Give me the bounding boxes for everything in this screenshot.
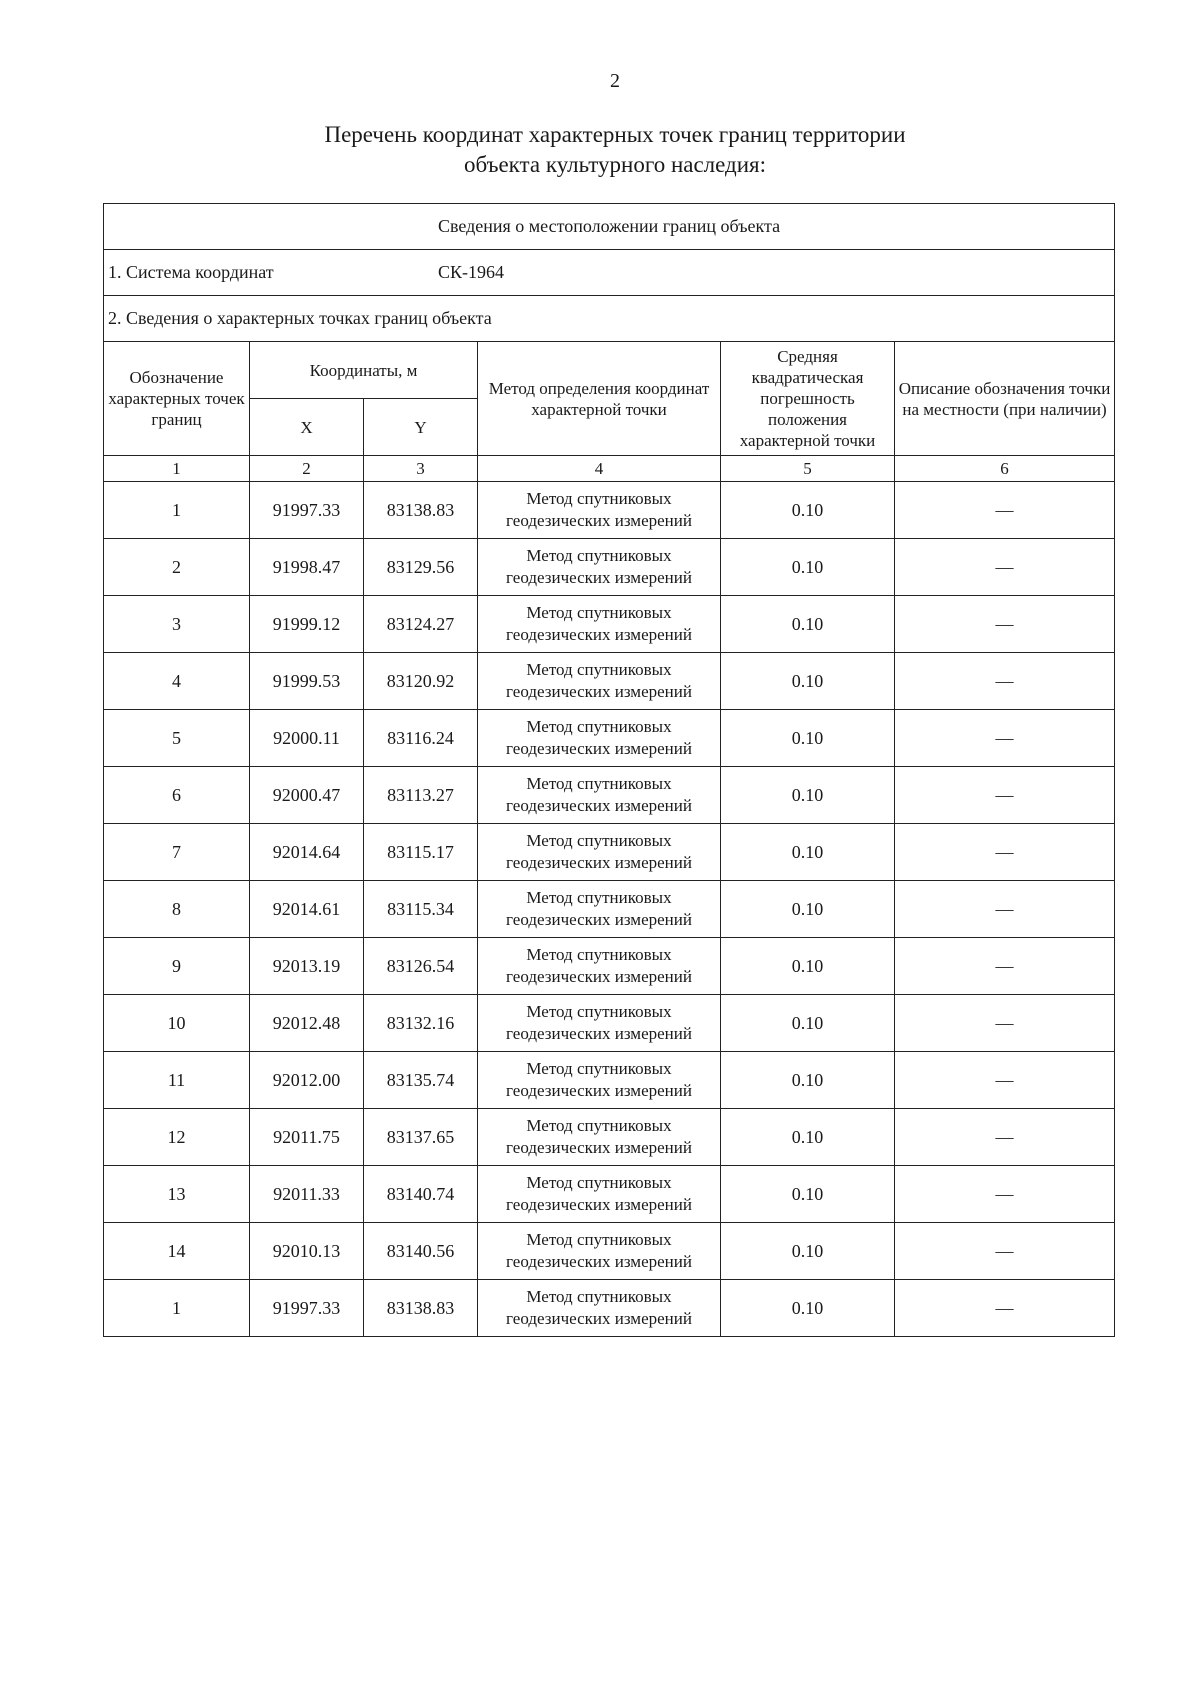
y-cell: 83132.16 [364,995,478,1052]
method-cell: Метод спутниковых геодезических измерений [478,596,721,653]
table-row [104,1052,1115,1109]
description-cell: — [895,824,1115,881]
x-cell: 92012.48 [250,995,364,1052]
error-cell: 0.10 [721,1109,895,1166]
coordinates-table [103,203,1115,1337]
column-number: 5 [721,456,895,482]
header-description: Описание обозначения точки на местности (при наличии) [895,342,1115,456]
method-cell: Метод спутниковых геодезических измерений [478,938,721,995]
header-rms-error: Средняя квадратическая погрешность положения характерной точки [721,342,895,456]
table-row [104,596,1115,653]
description-cell: — [895,767,1115,824]
page-number: 2 [610,70,620,92]
description-cell: — [895,482,1115,539]
y-cell: 83113.27 [364,767,478,824]
method-cell: Метод спутниковых геодезических измерений [478,1166,721,1223]
point-cell: 10 [104,995,250,1052]
error-cell: 0.10 [721,881,895,938]
method-cell: Метод спутниковых геодезических измерений [478,482,721,539]
description-cell: — [895,1223,1115,1280]
y-cell: 83138.83 [364,1280,478,1337]
table-row [104,653,1115,710]
description-cell: — [895,596,1115,653]
method-cell: Метод спутниковых геодезических измерений [478,824,721,881]
error-cell: 0.10 [721,653,895,710]
description-cell: — [895,1166,1115,1223]
point-cell: 3 [104,596,250,653]
table-row [104,1223,1115,1280]
x-cell: 92011.33 [250,1166,364,1223]
x-cell: 92000.11 [250,710,364,767]
error-cell: 0.10 [721,767,895,824]
y-cell: 83140.56 [364,1223,478,1280]
x-cell: 92012.00 [250,1052,364,1109]
x-cell: 92010.13 [250,1223,364,1280]
point-cell: 8 [104,881,250,938]
y-cell: 83140.74 [364,1166,478,1223]
error-cell: 0.10 [721,1280,895,1337]
point-cell: 14 [104,1223,250,1280]
x-cell: 91998.47 [250,539,364,596]
coord-system-label: 1. Система координат [108,262,274,282]
y-cell: 83115.34 [364,881,478,938]
column-number: 6 [895,456,1115,482]
description-cell: — [895,653,1115,710]
description-cell: — [895,995,1115,1052]
description-cell: — [895,1109,1115,1166]
point-cell: 7 [104,824,250,881]
error-cell: 0.10 [721,710,895,767]
coord-system-row [104,250,1115,296]
header-x: X [250,399,364,456]
coord-system-value: СК-1964 [438,262,505,282]
table-row [104,1109,1115,1166]
points-section-label: 2. Сведения о характерных точках границ объекта [104,296,1115,342]
x-cell: 91999.12 [250,596,364,653]
column-number-row [104,456,1115,482]
description-cell: — [895,539,1115,596]
x-cell: 92014.64 [250,824,364,881]
y-cell: 83129.56 [364,539,478,596]
point-cell: 9 [104,938,250,995]
error-cell: 0.10 [721,482,895,539]
method-cell: Метод спутниковых геодезических измерений [478,1052,721,1109]
x-cell: 92000.47 [250,767,364,824]
header-method: Метод определения координат характерной точки [478,342,721,456]
title-line-2: объекта культурного наследия: [463,152,767,177]
point-cell: 1 [104,1280,250,1337]
x-cell: 92014.61 [250,881,364,938]
x-cell: 91997.33 [250,482,364,539]
table-row [104,1166,1115,1223]
error-cell: 0.10 [721,824,895,881]
y-cell: 83138.83 [364,482,478,539]
point-cell: 4 [104,653,250,710]
description-cell: — [895,1052,1115,1109]
point-cell: 2 [104,539,250,596]
description-cell: — [895,710,1115,767]
table-row [104,767,1115,824]
method-cell: Метод спутниковых геодезических измерений [478,767,721,824]
document-title [0,120,1200,180]
table-row [104,881,1115,938]
error-cell: 0.10 [721,596,895,653]
column-number: 4 [478,456,721,482]
table-row [104,1280,1115,1337]
table-row [104,539,1115,596]
method-cell: Метод спутниковых геодезических измерений [478,539,721,596]
description-cell: — [895,881,1115,938]
x-cell: 91997.33 [250,1280,364,1337]
table-row [104,824,1115,881]
y-cell: 83120.92 [364,653,478,710]
method-cell: Метод спутниковых геодезических измерений [478,1280,721,1337]
point-cell: 5 [104,710,250,767]
method-cell: Метод спутниковых геодезических измерений [478,1109,721,1166]
point-cell: 6 [104,767,250,824]
column-number: 2 [250,456,364,482]
description-cell: — [895,938,1115,995]
x-cell: 92013.19 [250,938,364,995]
header-coordinates: Координаты, м [250,342,478,399]
error-cell: 0.10 [721,1052,895,1109]
error-cell: 0.10 [721,938,895,995]
y-cell: 83135.74 [364,1052,478,1109]
y-cell: 83126.54 [364,938,478,995]
column-number: 3 [364,456,478,482]
error-cell: 0.10 [721,539,895,596]
x-cell: 91999.53 [250,653,364,710]
table-row [104,482,1115,539]
error-cell: 0.10 [721,995,895,1052]
error-cell: 0.10 [721,1223,895,1280]
section-title: Сведения о местоположении границ объекта [104,204,1115,250]
method-cell: Метод спутниковых геодезических измерений [478,1223,721,1280]
point-cell: 11 [104,1052,250,1109]
header-designation: Обозначение характерных точек границ [104,342,250,456]
title-line-1: Перечень координат характерных точек границ территории [324,122,906,147]
y-cell: 83124.27 [364,596,478,653]
error-cell: 0.10 [721,1166,895,1223]
table-row [104,995,1115,1052]
x-cell: 92011.75 [250,1109,364,1166]
y-cell: 83137.65 [364,1109,478,1166]
y-cell: 83115.17 [364,824,478,881]
table-row [104,710,1115,767]
method-cell: Метод спутниковых геодезических измерений [478,995,721,1052]
column-number: 1 [104,456,250,482]
method-cell: Метод спутниковых геодезических измерений [478,710,721,767]
header-y: Y [364,399,478,456]
method-cell: Метод спутниковых геодезических измерений [478,653,721,710]
table-row [104,938,1115,995]
point-cell: 12 [104,1109,250,1166]
description-cell: — [895,1280,1115,1337]
y-cell: 83116.24 [364,710,478,767]
point-cell: 1 [104,482,250,539]
point-cell: 13 [104,1166,250,1223]
method-cell: Метод спутниковых геодезических измерений [478,881,721,938]
